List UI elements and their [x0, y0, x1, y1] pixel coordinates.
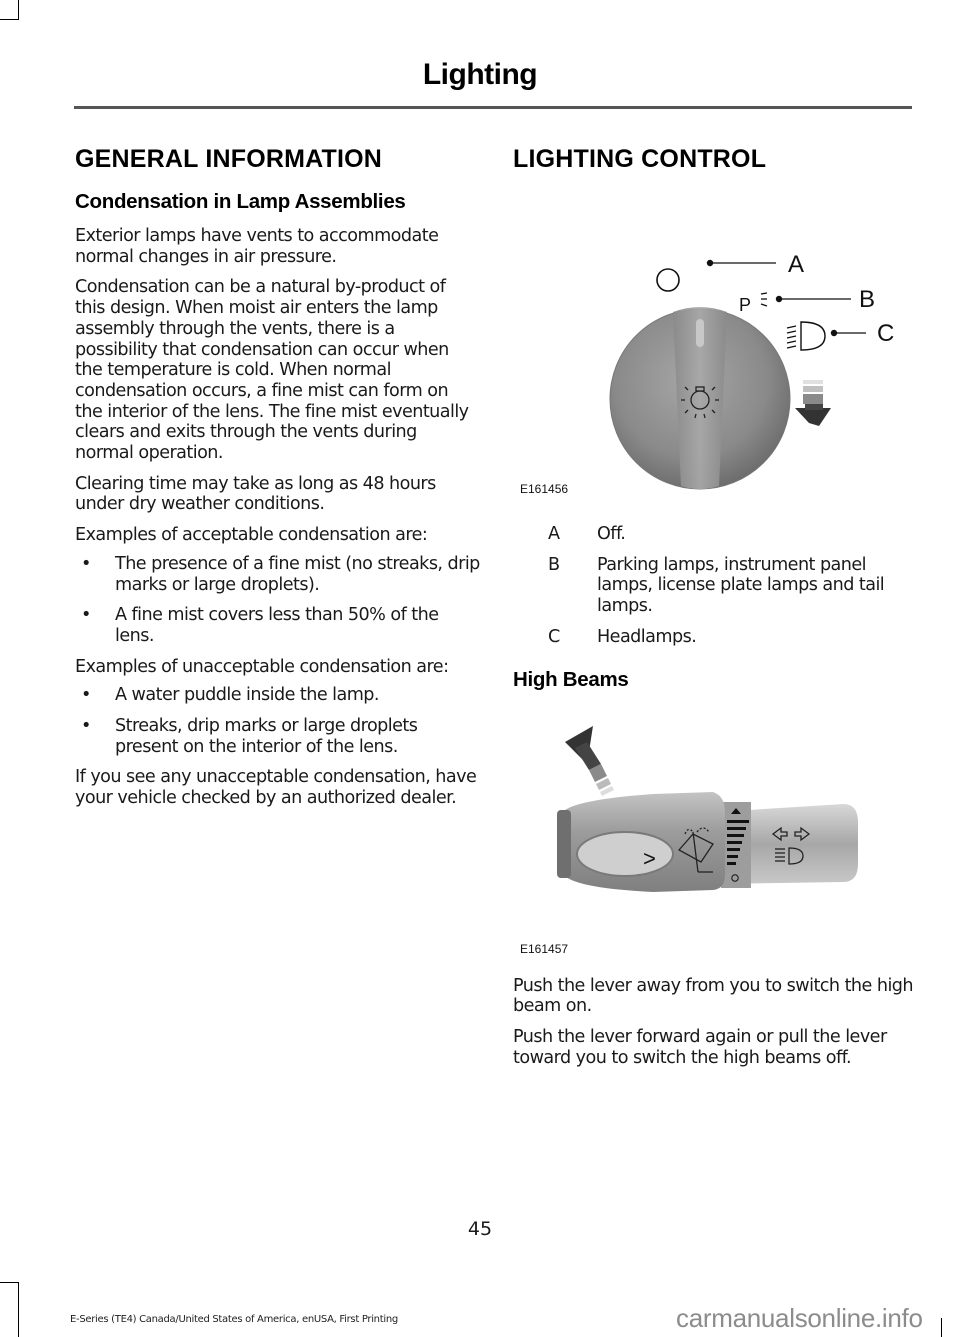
- general-information-heading: GENERAL INFORMATION: [75, 145, 383, 173]
- bullet-icon: •: [81, 605, 91, 626]
- figure-id: E161456: [520, 482, 569, 496]
- legend: [513, 524, 918, 648]
- list-item: • Streaks, drip marks or large droplets present on the interior of the lens.: [81, 716, 418, 757]
- paragraph-clearing-time: Clearing time may take as long as 48 hours under dry weather conditions.: [75, 473, 436, 515]
- paragraph-unacceptable-intro: Examples of unacceptable condensation are:: [75, 656, 449, 677]
- push-arrow-icon: [565, 726, 614, 796]
- crop-mark-top-left-h: [0, 19, 19, 20]
- headlamp-switch-illustration: [513, 190, 918, 502]
- list-item: • A fine mist covers less than 50% of the lens.: [81, 605, 439, 646]
- svg-text:B: B: [859, 286, 876, 313]
- section-title: Lighting: [422, 58, 538, 91]
- edition-footer: E-Series (TE4) Canada/United States of America, enUSA, First Printing: [70, 1314, 398, 1325]
- paragraph-vents: Exterior lamps have vents to accommodate normal changes in air pressure.: [75, 226, 439, 267]
- paragraph-closing: If you see any unacceptable condensation, have your vehicle checked by an authorized dealer.: [75, 767, 477, 809]
- headlamp-icon: [787, 322, 825, 350]
- crop-mark-bottom-left: [18, 1282, 19, 1337]
- list-item: • A water puddle inside the lamp.: [81, 685, 379, 706]
- paragraph-acceptable-intro: Examples of acceptable condensation are:: [75, 525, 428, 546]
- parking-lamp-icon: [761, 293, 767, 306]
- lighting-control-figure: [513, 190, 918, 502]
- crop-mark-bottom-right: [941, 1318, 942, 1337]
- paragraph-high-beam-off: Push the lever forward again or pull the lever toward you to switch the high beams off.: [513, 1026, 887, 1068]
- bullet-icon: •: [81, 716, 91, 737]
- page-number: 45: [467, 1218, 493, 1240]
- bullet-icon: •: [81, 685, 91, 706]
- crop-mark-top-left: [18, 0, 19, 20]
- rotate-arrow-icon: [795, 380, 831, 426]
- legend-row-a: A Off.: [548, 524, 626, 544]
- lighting-control-heading: LIGHTING CONTROL: [513, 145, 767, 173]
- legend-row-c: C Headlamps.: [548, 626, 697, 647]
- paragraph-high-beam-on: Push the lever away from you to switch the high beam on.: [513, 975, 913, 1017]
- svg-text:A: A: [788, 251, 805, 278]
- left-column: [75, 145, 480, 819]
- unacceptable-list: [75, 685, 480, 757]
- legend-row-b: B Parking lamps, instrument panel lamps, license plate lamps and tail lamps.: [548, 554, 885, 617]
- svg-text:>: >: [643, 845, 656, 871]
- header-rule: [74, 106, 912, 109]
- multifunction-lever-illustration: [513, 704, 918, 954]
- crop-mark-bottom-left-h: [0, 1282, 19, 1283]
- figure-id: E161457: [520, 941, 569, 956]
- bullet-icon: •: [81, 553, 91, 574]
- paragraph-condensation: Condensation can be a natural by-product of this design. When moist air enters the lamp assembly through the vents, there is a possibility that condensation can occur when the temperature is cold. When normal condensation occurs, a fine mist can form on the interior of the lens. The fine mist eventually clears and exits through the vents during normal operation.: [75, 277, 469, 464]
- off-circle-icon: [657, 269, 679, 291]
- high-beams-subheading: High Beams: [513, 667, 629, 691]
- list-item: • The presence of a fine mist (no streaks, drip marks or large droplets).: [81, 553, 480, 595]
- high-beams-figure: [513, 704, 918, 974]
- svg-text:C: C: [877, 320, 895, 347]
- watermark-link[interactable]: carmanualsonline.info: [676, 1303, 923, 1333]
- condensation-subheading: Condensation in Lamp Assemblies: [75, 190, 406, 213]
- right-column: [513, 145, 918, 1078]
- acceptable-list: [75, 554, 480, 647]
- svg-text:P: P: [739, 295, 752, 315]
